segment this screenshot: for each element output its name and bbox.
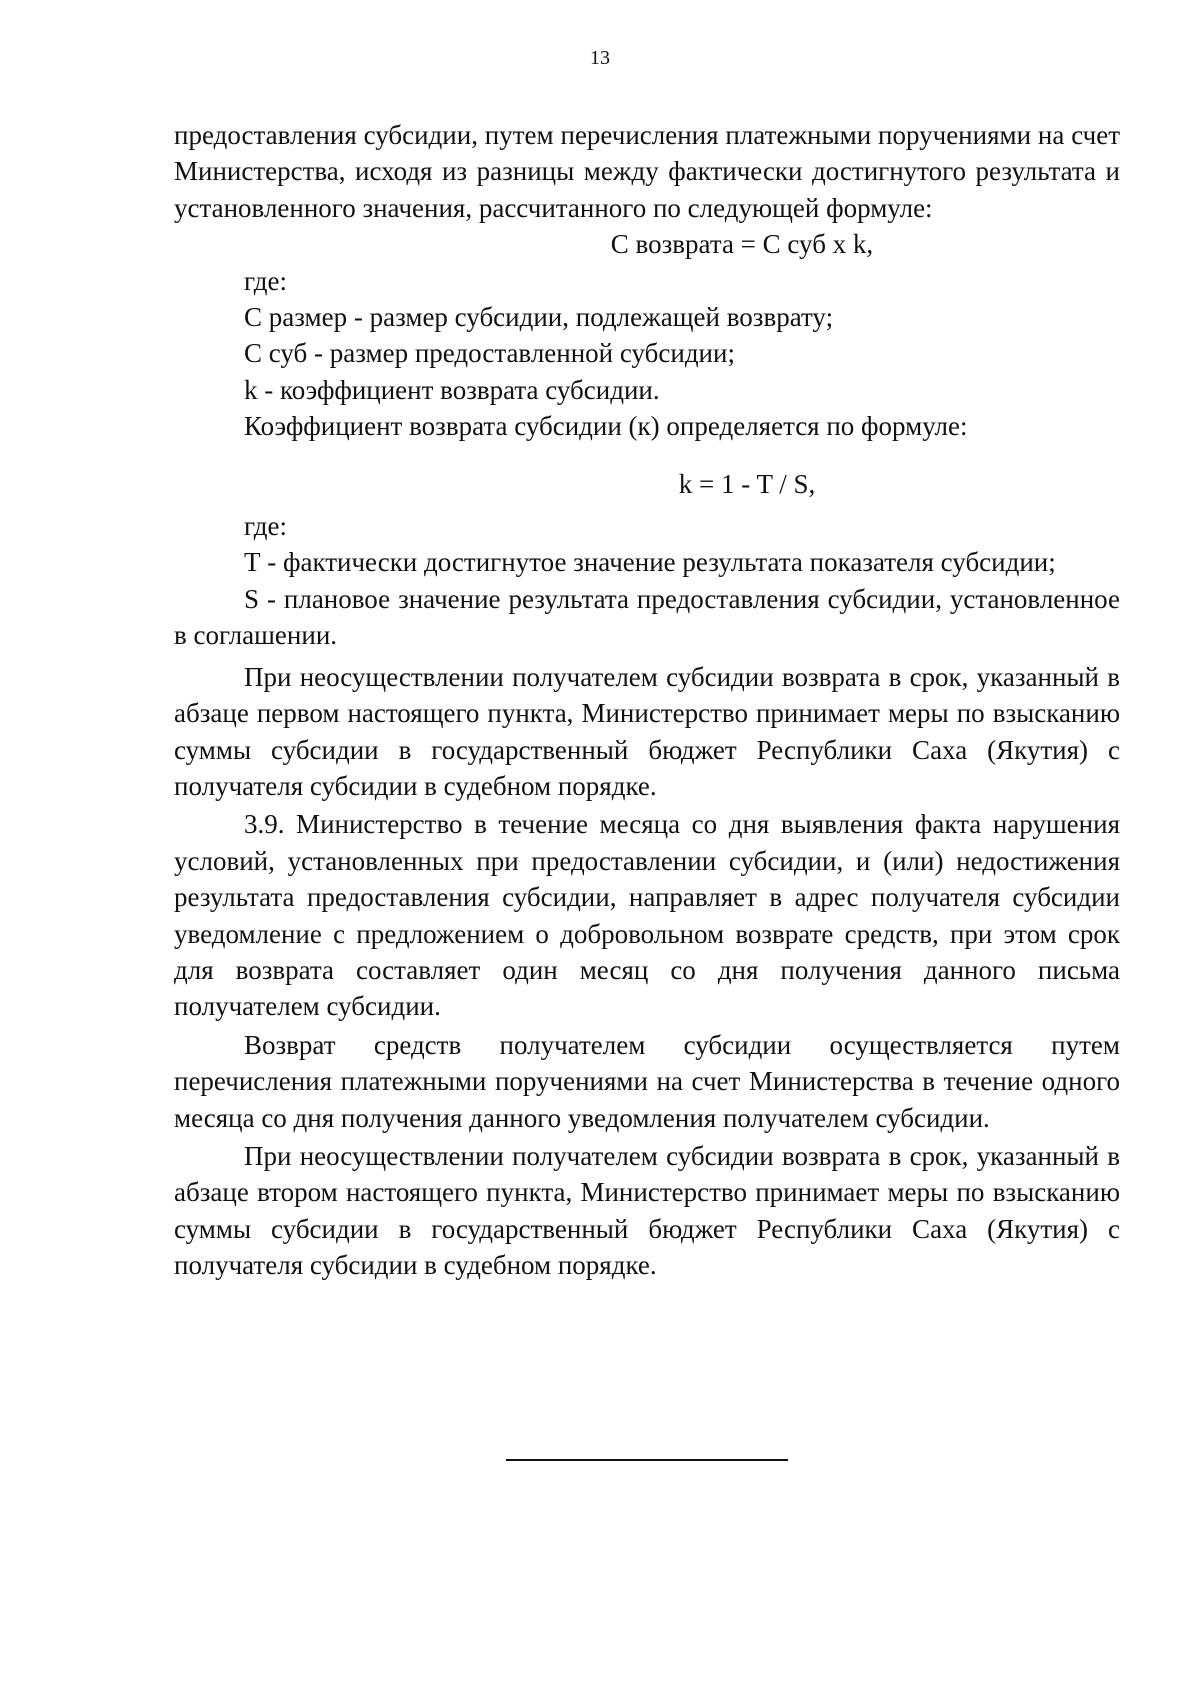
coefficient-intro: Коэффициент возврата субсидии (к) определяется по формуле:	[244, 411, 968, 442]
definition-c-sub: С суб - размер предоставленной субсидии;	[244, 338, 735, 369]
definition-k: k - коэффициент возврата субсидии.	[244, 374, 660, 405]
formula-return-amount: С возврата = С суб x k,	[610, 229, 874, 260]
definition-t: Т - фактически достигнутое значение результата показателя субсидии;	[244, 547, 1056, 578]
document-body	[174, 117, 1120, 1284]
where-label-2: где:	[244, 511, 287, 542]
paragraph-3-9: 3.9. Министерство в течение месяца со дня выявления факта нарушения условий, установленных при предоставлении субсидии, и (или) недостижения результата предоставления субсидии, направляет в адрес получателя субсидии уведомление с предложением о добровольном возврате средств, при этом срок для возврата составляет один месяц со дня получения данного письма получателем субсидии.	[174, 809, 1120, 1022]
page-number: 13	[590, 47, 610, 69]
where-label-1: где:	[244, 265, 287, 296]
definition-s: S - плановое значение результата предоставления субсидии, установленное в соглашении.	[174, 583, 1120, 651]
paragraph-payment-method: предоставления субсидии, путем перечисления платежными поручениями на счет Министерства, исходя из разницы между фактически достигнутого результата и установленного значения, рассчитанного по следующей формуле:	[174, 120, 1120, 223]
closing-divider-line	[506, 1459, 788, 1461]
paragraph-court-recovery-1: При неосуществлении получателем субсидии возврата в срок, указанный в абзаце первом настоящего пункта, Министерство принимает меры по взысканию суммы субсидии в государственный бюджет Республики Саха (Якутия) с получателя субсидии в судебном порядке.	[174, 661, 1120, 801]
definition-c-size: С размер - размер субсидии, подлежащей возврату;	[244, 302, 834, 333]
paragraph-court-recovery-2: При неосуществлении получателем субсидии возврата в срок, указанный в абзаце втором настоящего пункта, Министерство принимает меры по взысканию суммы субсидии в государственный бюджет Республики Саха (Якутия) с получателя субсидии в судебном порядке.	[174, 1140, 1120, 1281]
formula-coefficient: k = 1 - T / S,	[678, 468, 816, 499]
paragraph-return-transfer: Возврат средств получателем субсидии осуществляется путем перечисления платежными поручениями на счет Министерства в течение одного месяца со дня получения данного уведомления получателем субсидии.	[174, 1029, 1120, 1133]
